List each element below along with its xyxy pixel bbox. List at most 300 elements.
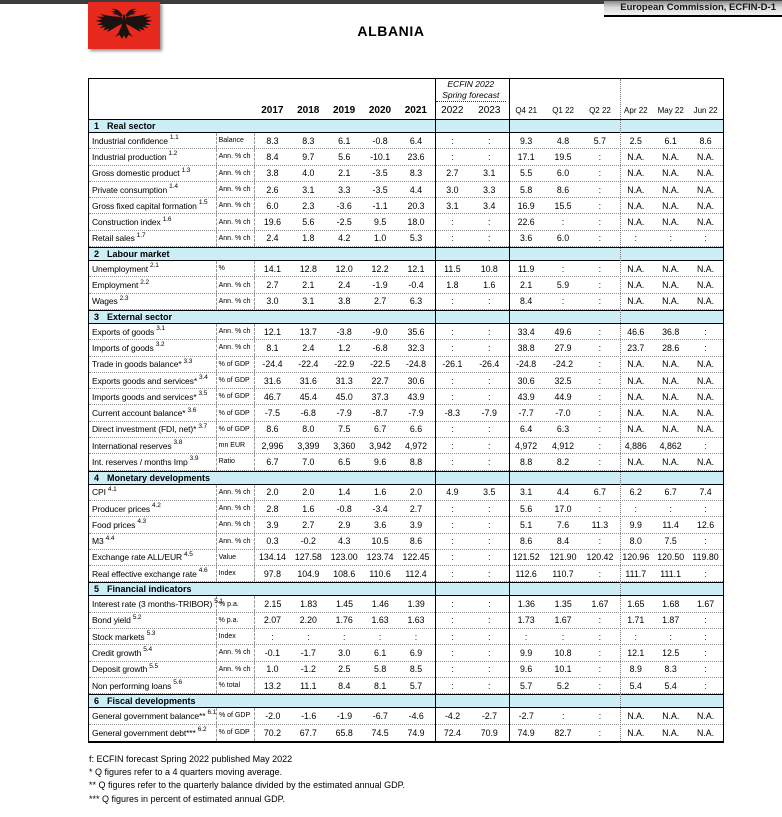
data-cell: : — [451, 615, 454, 626]
data-cell: 12.0 — [335, 263, 353, 274]
table-row — [89, 613, 723, 629]
data-cell: 74.9 — [517, 727, 535, 738]
data-cell: 1.6 — [302, 503, 315, 514]
data-cell: 1.8 — [302, 233, 315, 244]
data-cell: N.A. — [662, 727, 680, 738]
data-cell: 6.7 — [266, 456, 279, 467]
row-label-superscript: 3.5 — [198, 390, 208, 398]
data-cell: N.A. — [697, 168, 715, 179]
data-cell: 23.7 — [627, 342, 645, 353]
data-cell: : — [488, 151, 491, 162]
row-unit: Ann. % ch — [216, 294, 255, 309]
data-cell: 3,942 — [369, 440, 392, 451]
data-cell: 5.8 — [520, 184, 533, 195]
data-cell: 3.1 — [483, 168, 496, 179]
table-row — [89, 277, 723, 293]
row-unit: Ann. % ch — [216, 485, 255, 500]
data-cell: 9.7 — [302, 151, 315, 162]
data-cell: 31.3 — [335, 375, 353, 386]
data-cell: 82.7 — [554, 727, 572, 738]
section-title: Fiscal developments — [107, 696, 196, 707]
data-cell: 6.0 — [266, 200, 279, 211]
data-cell: -6.8 — [372, 342, 388, 353]
data-cell: 3.6 — [520, 233, 533, 244]
row-label: General government debt*** 6.2 — [92, 726, 207, 738]
data-cell: 6.1 — [338, 135, 351, 146]
data-cell: 4,972 — [405, 440, 428, 451]
data-cell: N.A. — [662, 296, 680, 307]
data-cell: -0.4 — [408, 280, 424, 291]
data-cell: : — [598, 326, 602, 337]
row-label: Stock markets 5.3 — [92, 630, 156, 642]
data-cell: -1.2 — [300, 664, 316, 675]
data-cell: 1.76 — [335, 615, 353, 626]
data-cell: 111.7 — [625, 568, 647, 579]
data-cell: 46.7 — [263, 391, 281, 402]
data-cell: -24.4 — [262, 359, 283, 370]
data-cell: N.A. — [697, 359, 715, 370]
data-cell: N.A. — [662, 263, 680, 274]
data-cell: 17.1 — [517, 151, 535, 162]
data-cell: 2.8 — [266, 503, 279, 514]
data-cell: 46.6 — [627, 326, 645, 337]
table-row — [89, 198, 723, 214]
data-cell: 3,360 — [333, 440, 356, 451]
data-cell: 1.0 — [374, 233, 387, 244]
data-cell: : — [488, 552, 491, 563]
footnotes — [89, 753, 405, 806]
data-cell: 119.80 — [692, 552, 719, 563]
row-unit: % — [216, 261, 255, 276]
data-cell: 8.0 — [629, 536, 642, 547]
data-cell: 8.9 — [629, 664, 642, 675]
data-cell: 10.8 — [554, 647, 572, 658]
row-unit: % total — [216, 678, 255, 693]
data-cell: 2.0 — [266, 487, 279, 498]
data-cell: : — [598, 503, 602, 514]
data-cell: 6.1 — [664, 135, 677, 146]
data-cell: 8.3 — [664, 664, 677, 675]
row-unit: % p.a. — [216, 613, 255, 628]
data-cell: 8.2 — [556, 456, 570, 467]
row-label-superscript: 2.3 — [119, 294, 129, 302]
data-cell: 8.4 — [338, 680, 351, 691]
data-cell: 9.6 — [520, 664, 533, 675]
data-cell: 11.5 — [444, 263, 461, 274]
section-title: Real sector — [107, 121, 156, 131]
data-cell: : — [488, 536, 491, 547]
section-number: 1 — [94, 121, 100, 131]
data-cell: : — [488, 631, 491, 642]
table-row — [89, 133, 723, 149]
data-cell: : — [488, 440, 491, 451]
row-label-superscript: 3.4 — [199, 374, 208, 381]
row-label: Credit growth 5.4 — [92, 646, 152, 658]
data-cell: : — [488, 233, 491, 244]
data-cell: : — [598, 184, 602, 195]
data-cell: : — [488, 503, 491, 514]
data-cell: : — [598, 408, 602, 419]
data-cell: : — [704, 233, 707, 244]
data-cell: 32.5 — [554, 375, 572, 386]
row-unit: Ratio — [216, 454, 255, 469]
data-cell: N.A. — [697, 375, 715, 386]
table-body — [89, 119, 723, 741]
data-cell: : — [598, 151, 602, 162]
data-cell: 120.96 — [622, 552, 650, 563]
data-cell: 2.7 — [374, 296, 387, 307]
data-cell: 1.2 — [338, 342, 351, 353]
data-cell: -7.9 — [336, 408, 352, 419]
data-cell: N.A. — [662, 151, 680, 162]
table-row — [89, 485, 723, 501]
data-cell: : — [598, 168, 602, 179]
row-unit: Index — [216, 566, 255, 581]
data-cell: 18.0 — [407, 217, 425, 228]
row-unit: % of GDP — [216, 357, 255, 372]
data-cell: 1.73 — [517, 615, 535, 626]
data-cell: 120.50 — [657, 552, 685, 563]
row-unit: Ann. % ch — [216, 534, 255, 549]
col-month-apr-22: Apr 22 — [624, 106, 648, 115]
data-cell: 5.8 — [374, 664, 387, 675]
data-cell: 12.1 — [407, 263, 425, 274]
row-unit: Ann. % ch — [216, 517, 255, 532]
col-forecast-2022: 2022 — [441, 105, 464, 116]
row-unit: Ann. % ch — [216, 340, 255, 355]
data-cell: 1.68 — [662, 599, 680, 610]
data-cell: -0.8 — [372, 135, 388, 146]
data-cell: 74.5 — [371, 727, 389, 738]
data-cell: 8.4 — [266, 151, 279, 162]
table-row — [89, 261, 723, 277]
data-cell: : — [598, 263, 602, 274]
data-cell: 8.6 — [699, 135, 712, 146]
data-cell: 5.7 — [409, 680, 423, 691]
data-cell: 1.63 — [407, 615, 425, 626]
data-cell: 37.3 — [371, 391, 389, 402]
data-cell: 8.8 — [409, 456, 423, 467]
section-title: External sector — [107, 311, 173, 322]
data-cell: 2.3 — [302, 200, 315, 211]
row-label-superscript: 5.6 — [173, 679, 183, 687]
data-cell: : — [451, 326, 454, 337]
data-cell: : — [451, 536, 454, 547]
data-cell: 9.9 — [520, 647, 533, 658]
row-label: CPI 4.1 — [92, 485, 117, 498]
data-cell: 33.4 — [517, 326, 535, 337]
data-cell: 5.6 — [520, 503, 533, 514]
col-forecast-2023: 2023 — [478, 105, 501, 116]
col-year-2017: 2017 — [261, 105, 284, 116]
table-row — [89, 566, 723, 582]
data-cell: 127.58 — [294, 552, 322, 563]
data-cell: N.A. — [662, 408, 680, 419]
row-unit: % of GDP — [216, 725, 255, 741]
data-cell: : — [704, 647, 707, 658]
data-cell: 2.7 — [409, 503, 423, 514]
data-cell: 70.2 — [263, 727, 281, 738]
row-label: Exports goods and services* 3.4 — [92, 374, 208, 386]
row-unit: % p.a. — [216, 596, 255, 611]
data-cell: 3.0 — [266, 296, 279, 307]
row-label: Food prices 4.3 — [92, 518, 147, 530]
data-cell: 120.42 — [586, 552, 614, 563]
data-cell: 123.00 — [330, 552, 358, 563]
data-cell: -22.9 — [334, 359, 355, 370]
data-cell: : — [488, 615, 491, 626]
data-cell: 6.9 — [409, 647, 423, 658]
data-cell: 6.7 — [374, 424, 387, 435]
data-cell: 1.45 — [335, 599, 354, 610]
data-cell: 4.9 — [446, 487, 459, 498]
data-cell: N.A. — [627, 263, 645, 274]
table-row — [89, 596, 723, 612]
data-cell: -7.9 — [408, 408, 424, 419]
data-cell: 4.2 — [338, 233, 351, 244]
data-cell: : — [634, 503, 637, 514]
data-cell: 1.8 — [446, 280, 459, 291]
row-label-superscript: 4.3 — [137, 518, 147, 526]
table-row — [89, 373, 723, 389]
data-cell: 28.6 — [662, 342, 680, 353]
data-cell: : — [488, 375, 491, 386]
section-band — [89, 310, 723, 324]
data-cell: -6.8 — [300, 408, 316, 419]
data-cell: 8.1 — [374, 680, 387, 691]
data-cell: : — [488, 135, 491, 146]
table-row — [89, 645, 723, 661]
data-cell: 5.2 — [556, 680, 570, 691]
data-cell: 1.87 — [662, 615, 680, 626]
data-cell: 1.36 — [517, 599, 535, 610]
data-cell: : — [378, 631, 382, 642]
data-cell: 67.7 — [299, 727, 317, 738]
data-cell: N.A. — [627, 456, 645, 467]
data-cell: : — [598, 217, 602, 228]
forecast-left-border — [435, 79, 436, 741]
row-label-superscript: 4.2 — [152, 502, 161, 510]
data-cell: : — [451, 391, 454, 402]
data-cell: 1.67 — [591, 599, 609, 610]
data-cell: 12.6 — [696, 519, 715, 530]
data-cell: : — [307, 631, 310, 642]
data-cell: -0.1 — [264, 647, 281, 658]
row-label: Exchange rate ALL/EUR 4.5 — [92, 550, 193, 563]
row-label: Retail sales 1.7 — [92, 231, 146, 244]
table-row — [89, 182, 723, 198]
data-cell: -24.8 — [405, 359, 427, 370]
table-row — [89, 662, 723, 678]
data-cell: 30.6 — [407, 375, 425, 386]
table-row — [89, 708, 723, 724]
data-cell: 7.6 — [556, 519, 570, 530]
data-cell: 2.0 — [409, 487, 423, 498]
data-cell: 17.0 — [554, 503, 572, 514]
row-unit: Ann. % ch — [216, 214, 255, 229]
data-cell: 123.74 — [366, 552, 394, 563]
data-cell: 8.3 — [409, 168, 423, 179]
data-cell: 1.83 — [300, 599, 318, 610]
data-cell: 12.1 — [627, 647, 645, 658]
data-cell: 2.7 — [266, 280, 279, 291]
row-label-superscript: 5.1 — [214, 597, 223, 605]
table-row — [89, 678, 723, 694]
data-cell: N.A. — [697, 263, 715, 274]
data-cell: N.A. — [662, 217, 680, 228]
data-cell: 1.67 — [554, 615, 572, 626]
data-cell: 44.9 — [554, 391, 572, 402]
data-cell: 12.5 — [662, 647, 680, 658]
data-cell: : — [451, 440, 454, 451]
data-cell: 9.5 — [374, 217, 387, 228]
data-cell: : — [451, 296, 454, 307]
data-cell: : — [561, 710, 565, 721]
col-year-2021: 2021 — [404, 105, 427, 116]
data-cell: 32.3 — [407, 342, 425, 353]
table-row — [89, 340, 723, 356]
table-row — [89, 517, 723, 533]
data-cell: 11.1 — [300, 680, 317, 691]
data-cell: : — [561, 263, 565, 274]
col-month-may-22: May 22 — [657, 106, 684, 115]
data-cell: N.A. — [697, 727, 715, 738]
data-cell: : — [451, 680, 454, 691]
data-cell: 4,912 — [552, 440, 575, 451]
data-cell: 1.63 — [371, 615, 389, 626]
data-cell: 6.5 — [338, 456, 351, 467]
data-cell: 4.4 — [556, 487, 570, 498]
data-cell: -2.7 — [481, 710, 498, 721]
data-cell: -2.0 — [265, 710, 281, 721]
table-row — [89, 629, 723, 645]
data-cell: N.A. — [627, 375, 645, 386]
data-cell: 13.2 — [263, 680, 281, 691]
row-label-superscript: 4.6 — [198, 567, 208, 575]
data-cell: : — [561, 296, 565, 307]
row-label-superscript: 5.2 — [132, 613, 142, 621]
data-cell: 22.6 — [517, 217, 535, 228]
data-cell: -1.9 — [372, 280, 388, 291]
row-label: Trade in goods balance* 3.3 — [92, 357, 193, 370]
table-row — [89, 231, 723, 247]
data-cell: 1.65 — [627, 599, 645, 610]
table-row — [89, 357, 723, 373]
data-cell: 4.8 — [556, 135, 570, 146]
row-label-superscript: 2.2 — [140, 278, 149, 286]
data-cell: 6.1 — [374, 647, 387, 658]
data-cell: : — [704, 568, 707, 579]
data-cell: 6.2 — [629, 487, 642, 498]
data-cell: 8.3 — [302, 135, 315, 146]
header-spacer — [89, 79, 254, 119]
row-unit: Index — [216, 629, 255, 644]
data-cell: 6.3 — [409, 296, 423, 307]
data-cell: : — [451, 233, 454, 244]
data-cell: : — [451, 664, 454, 675]
data-cell: 10.1 — [554, 664, 572, 675]
data-cell: 11.9 — [517, 263, 535, 274]
row-unit: % of GDP — [216, 373, 255, 388]
data-cell: -7.7 — [518, 408, 534, 419]
data-cell: N.A. — [697, 280, 715, 291]
data-cell: 38.8 — [517, 342, 535, 353]
data-cell: N.A. — [627, 200, 645, 211]
data-cell: : — [704, 615, 707, 626]
forecast-title-line1: ECFIN 2022 — [447, 79, 495, 89]
data-cell: : — [488, 664, 491, 675]
data-cell: 19.5 — [554, 151, 572, 162]
data-cell: 8.8 — [520, 456, 533, 467]
data-cell: -7.0 — [555, 408, 571, 419]
data-cell: 3.8 — [266, 168, 279, 179]
data-cell: 31.6 — [263, 375, 281, 386]
section-number: 3 — [94, 311, 100, 322]
data-cell: 4.0 — [302, 168, 315, 179]
data-cell: 12.2 — [371, 263, 389, 274]
data-cell: 5.7 — [593, 135, 606, 146]
section-title: Monetary developments — [107, 472, 211, 483]
data-cell: -7.9 — [481, 408, 497, 419]
data-cell: 20.3 — [407, 200, 425, 211]
forecast-right-border — [509, 79, 510, 741]
data-cell: 5.6 — [338, 151, 351, 162]
data-cell: 4,862 — [659, 440, 682, 451]
data-cell: 16.9 — [517, 200, 535, 211]
data-cell: 3.1 — [520, 487, 533, 498]
row-label-superscript: 4.1 — [107, 485, 117, 493]
data-cell: -1.7 — [300, 647, 316, 658]
data-cell: : — [634, 233, 637, 244]
data-cell: : — [598, 647, 602, 658]
data-cell: 8.4 — [520, 296, 533, 307]
data-cell: 5.3 — [409, 233, 423, 244]
data-cell: 121.52 — [512, 552, 540, 563]
row-label-superscript: 1.5 — [198, 199, 208, 207]
data-cell: : — [488, 296, 491, 307]
row-label-superscript: 4.5 — [184, 550, 193, 558]
data-cell: : — [704, 342, 707, 353]
data-cell: 3.4 — [483, 200, 496, 211]
data-cell: N.A. — [662, 710, 680, 721]
data-cell: -9.0 — [372, 326, 388, 337]
data-cell: : — [598, 359, 602, 370]
data-cell: -26.1 — [442, 359, 463, 370]
forecast-box — [434, 79, 508, 119]
data-cell: 7.4 — [699, 487, 712, 498]
data-cell: 5.5 — [520, 168, 533, 179]
data-cell: N.A. — [662, 375, 680, 386]
row-label: Exports of goods 3.1 — [92, 325, 165, 337]
data-cell: N.A. — [627, 408, 645, 419]
data-cell: -3.5 — [372, 184, 388, 195]
data-cell: N.A. — [697, 424, 715, 435]
data-cell: 10.8 — [480, 263, 498, 274]
data-cell: : — [343, 631, 346, 642]
data-cell: 2.4 — [302, 342, 315, 353]
data-cell: -1.6 — [301, 710, 317, 721]
row-label: Non performing loans 5.6 — [92, 679, 183, 691]
data-cell: : — [669, 503, 672, 514]
data-cell: : — [598, 375, 602, 386]
row-label: Employment 2.2 — [92, 278, 149, 291]
data-cell: 8.6 — [556, 184, 570, 195]
row-unit: Ann. % ch — [216, 231, 255, 246]
row-label: Real effective exchange rate 4.6 — [92, 567, 208, 579]
row-unit: % of GDP — [216, 389, 255, 404]
data-cell: 3.3 — [483, 184, 496, 195]
row-unit: Ann. % ch — [216, 662, 255, 677]
